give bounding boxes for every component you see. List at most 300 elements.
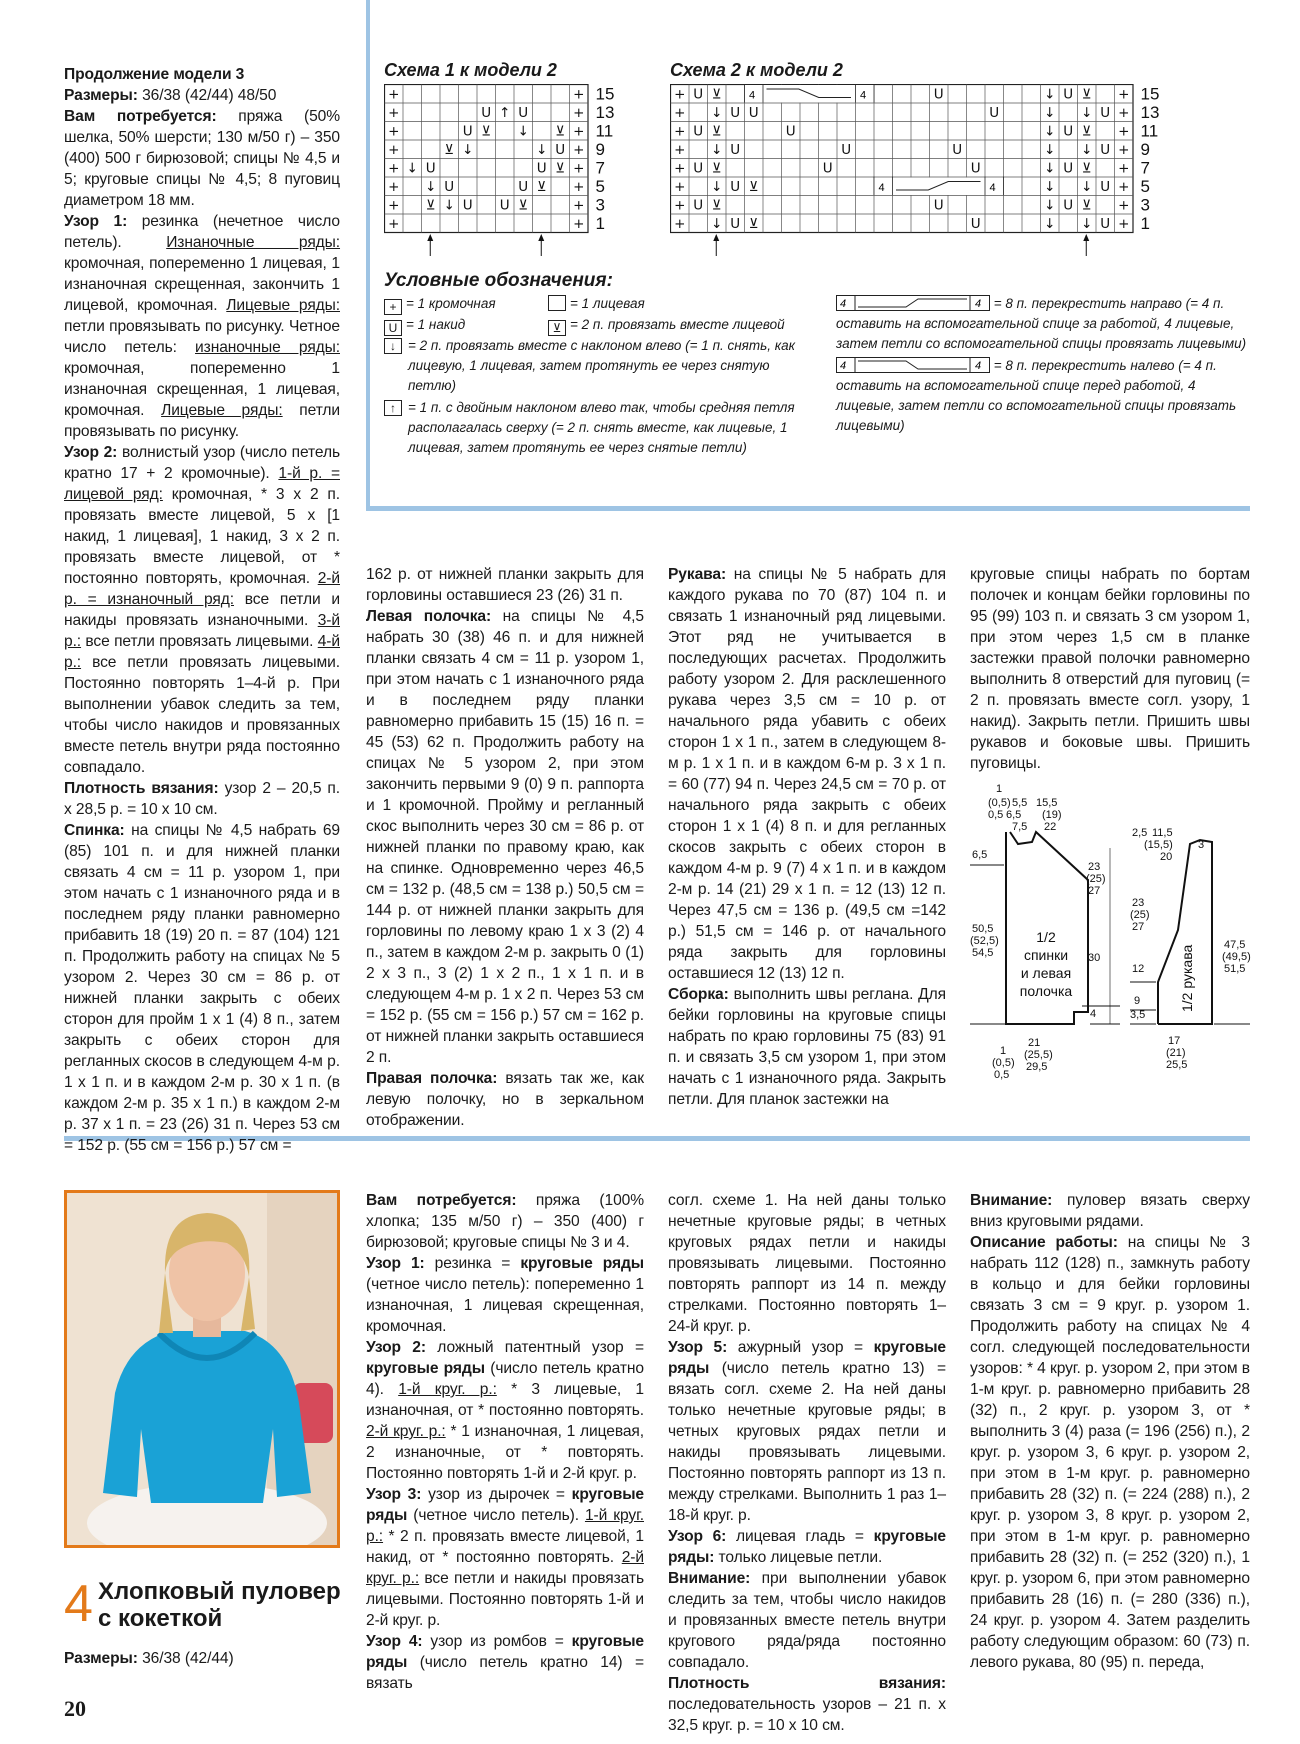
model-sizes: Размеры: 36/38 (42/44) bbox=[64, 1650, 234, 1667]
paragraph bbox=[64, 820, 340, 1156]
bold-heading: Вам потребуется: bbox=[64, 108, 217, 125]
stitch-symbol: + bbox=[388, 86, 400, 103]
svg-text:21: 21 bbox=[1028, 1037, 1041, 1049]
bold-heading: Сборка: bbox=[668, 986, 729, 1003]
paragraph bbox=[970, 564, 1250, 774]
text-run: ложный патентный узор = bbox=[425, 1339, 644, 1356]
stitch-symbol: ↓ bbox=[406, 160, 418, 177]
stitch-symbol: ⊻ bbox=[748, 179, 759, 195]
stitch-symbol: ⊻ bbox=[1081, 197, 1092, 214]
text-run: на спицы № 4,5 набрать 69 (85) 101 п. и для нижней планки связать 4 см = 11 р. узором 1, при этом начать с 1 изнаночного ряда и в последнем ряду планки равномерно прибавить 18 (19) 20 п. = 87 (104) 121 п. Продолжить работу на спицах № 5 узором 2. Через 30 см = 86 р. от нижней планки закрыть с обеих сторон для пройм 1 х 1 (4) 8 п., затем закрыть с обеих сторон для регланных скосов в следующем 4-м р. 1 х 1 п. и в каждом 2-м р. 30 х 1 п. (в каждом 2-м р. 35 х 1 п.) в каждом 2-м р. 37 х 1 п. = 23 (26) 31 п. Через 53 см = 152 р. (55 см = 156 р.) 57 см = bbox=[64, 822, 340, 1154]
text-run: все петли и накиды провязать лицевыми. Постоянно повторять 1-й и 2-й круг. р. bbox=[366, 1570, 644, 1629]
stitch-symbol: U bbox=[518, 179, 529, 195]
front-back-schematic bbox=[970, 780, 1130, 1080]
legend-title: Условные обозначения: bbox=[384, 270, 613, 291]
stitch-symbol: ↓ bbox=[425, 179, 437, 195]
svg-text:25,5: 25,5 bbox=[1166, 1059, 1188, 1071]
paragraph bbox=[64, 778, 340, 820]
bold-heading: Узор 6: bbox=[668, 1528, 727, 1545]
stitch-symbol: ↓ bbox=[1081, 105, 1093, 121]
stitch-symbol: U bbox=[1063, 197, 1074, 214]
text-run: петли провязывать по рисунку. Четное число петель: bbox=[64, 318, 340, 356]
cable-count: 4 bbox=[860, 89, 867, 102]
bold-heading: Вам потребуется: bbox=[366, 1192, 517, 1209]
text-run: круговые спицы набрать по бортам полочек и концам бейки горловины по 95 (99) 103 п. и связать 3 см узором 1, при этом через 1,5 см в планке застежки правой полочки равномерно выполнить 8 отверстий для пуговиц (= 2 п. провязать вместе согл. узору, 1 накид). Закрыть петли. Пришить швы рукавов и боковые швы. Пришить пуговицы. bbox=[970, 566, 1250, 772]
repeat-arrowhead bbox=[427, 234, 433, 241]
cable-count: 4 bbox=[989, 182, 996, 194]
row-number: 3 bbox=[1140, 195, 1150, 215]
bold-heading: Правая полочка: bbox=[366, 1070, 498, 1087]
text-run: ажурный узор = bbox=[727, 1339, 874, 1356]
stitch-symbol: ⊻ bbox=[444, 142, 455, 158]
stitch-symbol: U bbox=[785, 123, 796, 140]
stitch-symbol: U bbox=[989, 105, 1000, 121]
chart2-title: Схема 2 к модели 2 bbox=[670, 60, 843, 80]
stitch-symbol: ↓ bbox=[711, 179, 723, 195]
stitch-symbol: ↓ bbox=[517, 123, 529, 140]
stitch-symbol: ⊻ bbox=[518, 197, 529, 214]
stitch-symbol: + bbox=[1118, 142, 1130, 158]
svg-text:6,5: 6,5 bbox=[972, 849, 988, 861]
paragraph bbox=[366, 1190, 644, 1253]
row-number: 11 bbox=[595, 121, 614, 141]
stitch-symbol: ⊻ bbox=[711, 160, 722, 177]
stitch-symbol: + bbox=[1118, 197, 1130, 214]
legend-item-double-decrease: ↑ = 1 п. с двойным наклоном влево так, чтобы средняя петля располагалась сверху (= 2 п. снять вместе, как лицевые, 1 лицевая, затем протянуть ее через снятые петли) bbox=[384, 398, 804, 458]
row-number: 5 bbox=[1140, 177, 1150, 196]
text-run: петли провязывать по рисунку. bbox=[64, 402, 340, 440]
stitch-symbol: U bbox=[933, 86, 944, 103]
text-run: все петли провязать лицевыми. Постоянно повторять 1–4-й р. При выполнении убавок следить за тем, чтобы число накидов и провязанных вместе петель внутри ряда постоянно совпадало. bbox=[64, 654, 340, 776]
legend-item-yarnover: U = 1 накид bbox=[384, 315, 534, 336]
stitch-symbol: U bbox=[462, 197, 473, 214]
stitch-symbol: ↓ bbox=[1081, 142, 1093, 158]
paragraph bbox=[64, 442, 340, 778]
bold-heading: Узор 1: bbox=[64, 213, 128, 230]
svg-text:7,5: 7,5 bbox=[1012, 821, 1028, 833]
stitch-symbol: U bbox=[730, 105, 741, 121]
row-number: 9 bbox=[1140, 140, 1150, 159]
underlined-label: 1-й р. = лицевой ряд: bbox=[64, 465, 340, 503]
text-run: на спицы № 4,5 набрать 30 (38) 46 п. и для нижней планки связать 4 см = 11 р. узором 1, при этом начать с 1 изнаночного ряда и в последнем ряду планки равномерно прибавить 15 (15) 16 п. = 45 (53) 62 п. Продолжить работу на спицах № 5 узором 2, при этом закончить первыми 9 (0) 9 п. раппорта и 1 кромочной. Пройму и регланный скос выполнить через 30 см = 86 р. от нижней планки по правому краю, как на спинке. Одновременно через 46,5 см = 132 р. (48,5 см = 138 р.) 50,5 см = 144 р. от нижней планки закрыть для горловины по левому краю 1 х 3 (2) 4 п., затем в каждом 2-м р. закрыть 0 (1) 2 х 3 п., 3 (2) 1 х 2 п., 1 х 1 п. и в следующем 4-м р. 1 х 2 п. Через 53 см = 152 р. (55 см = 156 р.) 57 см = 162 р. от нижней планки закрыть оставшиеся 2 п. bbox=[366, 608, 644, 1066]
svg-text:2,5: 2,5 bbox=[1132, 827, 1148, 839]
bold-heading: Узор 3: bbox=[366, 1486, 422, 1503]
bold-heading: Описание работы: bbox=[970, 1234, 1118, 1251]
paragraph bbox=[366, 1068, 644, 1131]
text-run: волнистый узор (число петель кратно 17 + 2 кромочные). bbox=[64, 444, 340, 482]
cable-left-icon bbox=[836, 357, 990, 373]
text-run: выполнить швы реглана. Для бейки горловины на круговые спицы набрать по краю горловины 75 (83) 91 п. и связать 3,5 см узором 1, при этом начать с 1 изнаночного ряда. Закрыть петли. Для планок застежки на bbox=[668, 986, 946, 1108]
bold-heading: Левая полочка: bbox=[366, 608, 492, 625]
paragraph bbox=[366, 1253, 644, 1337]
stitch-symbol: U bbox=[1100, 105, 1111, 121]
yarnover-icon: U bbox=[384, 320, 402, 336]
paragraph bbox=[366, 1337, 644, 1484]
text-column-2-top bbox=[366, 564, 644, 1131]
stitch-symbol: ↓ bbox=[1081, 216, 1093, 232]
stitch-symbol: U bbox=[693, 86, 704, 103]
stitch-symbol: U bbox=[1063, 160, 1074, 177]
stitch-symbol: ↓ bbox=[1044, 216, 1056, 232]
legend-cable-right: 4 4 = 8 п. перекрестить направо (= 4 п. оставить на вспомогательной спице за работой, 4 лицевые, затем петли со вспомогательной спицы провязать лицевыми) bbox=[836, 296, 1247, 351]
stitch-symbol: ↓ bbox=[536, 142, 548, 158]
stitch-symbol: ↓ bbox=[711, 142, 723, 158]
svg-text:4: 4 bbox=[840, 298, 847, 310]
model-number: 4 bbox=[64, 1575, 93, 1633]
stitch-symbol: ⊻ bbox=[425, 197, 436, 214]
stitch-symbol: U bbox=[425, 160, 436, 177]
svg-text:полочка: полочка bbox=[1019, 983, 1073, 999]
stitch-symbol: U bbox=[693, 160, 704, 177]
stitch-symbol: + bbox=[674, 179, 686, 195]
stitch-symbol: ↓ bbox=[711, 105, 723, 121]
text-column-4-top bbox=[970, 564, 1250, 774]
legend-cables bbox=[836, 294, 1250, 436]
text-run: только лицевые петли. bbox=[714, 1549, 883, 1566]
svg-text:1/2: 1/2 bbox=[1036, 929, 1056, 945]
paragraph bbox=[970, 1190, 1250, 1232]
text-run: (число петель кратно 14) = вязать bbox=[366, 1654, 644, 1692]
underlined-label: 2-й круг. р.: bbox=[366, 1549, 644, 1587]
chart2-grid bbox=[670, 84, 1170, 284]
stitch-symbol: U bbox=[730, 142, 741, 158]
page-number: 20 bbox=[64, 1696, 86, 1721]
stitch-symbol: U bbox=[536, 160, 547, 177]
text-run: при выполнении убавок следить за тем, чтобы число накидов и провязанных вместе петель внутри кругового ряда/ряда постоянно совпадало. bbox=[668, 1570, 946, 1671]
row-number: 1 bbox=[1140, 214, 1150, 233]
text-run: кромочная, попеременно 1 изнаночная скрещенная, 1 лицевая, кромочная. bbox=[64, 360, 340, 419]
svg-text:9: 9 bbox=[1134, 995, 1141, 1007]
underlined-label: 1-й круг. р.: bbox=[366, 1507, 644, 1545]
text-run: кромочная, попеременно 1 лицевая, 1 изнаночная скрещенная, закончить 1 лицевой, кромочная. bbox=[64, 255, 340, 314]
underlined-label: 2-й круг. р.: bbox=[366, 1423, 446, 1440]
svg-text:22: 22 bbox=[1044, 821, 1057, 833]
bold-heading: круговые ряды bbox=[668, 1339, 946, 1377]
stitch-symbol: ↓ bbox=[1044, 86, 1056, 103]
underlined-label: 4-й р.: bbox=[64, 633, 340, 671]
svg-text:(21): (21) bbox=[1166, 1047, 1186, 1059]
stitch-symbol: ⊻ bbox=[1081, 86, 1092, 103]
text-run: (четное число петель): попеременно 1 изнаночная, 1 лицевая скрещенная, кромочная. bbox=[366, 1276, 644, 1335]
svg-text:(25): (25) bbox=[1130, 909, 1150, 921]
text-run: * 2 п. провязать вместе лицевой, 1 накид, от * постоянно повторять. bbox=[366, 1528, 644, 1566]
svg-text:4: 4 bbox=[975, 360, 982, 372]
svg-text:12: 12 bbox=[1132, 963, 1145, 975]
paragraph bbox=[668, 984, 946, 1110]
bold-heading: Узор 5: bbox=[668, 1339, 728, 1356]
stitch-symbol: ↓ bbox=[711, 216, 723, 232]
paragraph bbox=[668, 1337, 946, 1526]
stitch-symbol: ⊻ bbox=[1081, 123, 1092, 140]
text-run: на спицы № 3 набрать 112 (128) п., замкнуть работу в кольцо и для бейки горловины связать 3 см = 9 круг. р. узором 1. Продолжить работу на спицах № 4 согл. следующей последовательности узоров: * 4 круг. р. узором 2, при этом в 1-м круг. р. равномерно прибавить 28 (32) п., 2 круг. р. узором 3, от * выполнить 3 (4) раза (= 196 (256) п.), 2 круг. р. узором 3, 6 круг. р. узором 2, при этом в 1-м круг. р. равномерно прибавить 28 (32) п. (= 224 (288) п.), 2 круг. р. узором 3, 8 круг. р. узором 2, при этом в 1-м круг. р. равномерно прибавить 28 (32) п. (= 252 (320) п.), 1 круг. р. узором 6, при этом равномерно прибавить 28 (16) п. (= 280 (336) п.), 24 круг. р. узором 4. Затем разделить работу следующим образом: 60 (73) п. левого рукава, 80 (95) п. переда, bbox=[970, 1234, 1250, 1671]
stitch-symbol: + bbox=[674, 105, 686, 121]
stitch-symbol: U bbox=[481, 105, 492, 121]
stitch-symbol: U bbox=[933, 197, 944, 214]
bold-heading: Узор 2: bbox=[366, 1339, 426, 1356]
svg-text:(25,5): (25,5) bbox=[1024, 1049, 1053, 1061]
stitch-symbol: + bbox=[573, 105, 585, 121]
paragraph bbox=[366, 1631, 644, 1694]
stitch-symbol: U bbox=[1063, 123, 1074, 140]
stitch-symbol: ↑ bbox=[499, 105, 511, 121]
stitch-symbol: ⊻ bbox=[555, 123, 566, 140]
stitch-symbol: + bbox=[573, 86, 585, 103]
stitch-symbol: U bbox=[822, 160, 833, 177]
svg-text:20: 20 bbox=[1160, 851, 1173, 863]
svg-text:17: 17 bbox=[1168, 1035, 1181, 1047]
frame-vertical-rule bbox=[366, 0, 370, 510]
bold-heading: круговые ряды: bbox=[668, 1528, 946, 1566]
knit-stitch-icon bbox=[548, 295, 566, 311]
svg-text:0,5: 0,5 bbox=[994, 1069, 1010, 1080]
paragraph bbox=[668, 1568, 946, 1673]
stitch-symbol: U bbox=[1100, 216, 1111, 232]
paragraph bbox=[970, 1232, 1250, 1673]
legend-item-k2tog: ⊻ = 2 п. провязать вместе лицевой bbox=[548, 315, 785, 336]
stitch-symbol: U bbox=[693, 197, 704, 214]
underlined-label: 3-й р.: bbox=[64, 612, 340, 650]
stitch-symbol: + bbox=[1118, 160, 1130, 177]
text-column-2-bottom bbox=[366, 1190, 644, 1694]
stitch-symbol: + bbox=[674, 216, 686, 232]
text-run: все петли и накиды провязать изнаночными. bbox=[64, 591, 340, 629]
text-column-3-bottom bbox=[668, 1190, 946, 1736]
model-title: Хлопковый пуловер с кокеткой bbox=[98, 1578, 341, 1632]
stitch-symbol: ↓ bbox=[1044, 123, 1056, 140]
paragraph bbox=[64, 211, 340, 442]
stitch-symbol: ⊻ bbox=[555, 160, 566, 177]
text-run: все петли провязать лицевыми. bbox=[81, 633, 318, 650]
paragraph bbox=[668, 564, 946, 984]
paragraph bbox=[668, 1526, 946, 1568]
text-run: * 3 лицевые, 1 изнаночная, от * постоянно повторять. bbox=[366, 1381, 644, 1419]
text-run: кромочная, * 3 х 2 п. провязать вместе лицевой, 5 х [1 накид, 1 лицевая], 1 накид, 3 х 2 п. провязать вместе лицевой, от * постоянно повторять, кромочная. bbox=[64, 486, 340, 587]
bold-heading: круговые ряды bbox=[520, 1255, 644, 1272]
underlined-label: Лицевые ряды: bbox=[226, 297, 340, 314]
stitch-symbol: + bbox=[1118, 216, 1130, 232]
legend-item-edge: + = 1 кромочная bbox=[384, 294, 534, 315]
stitch-symbol: + bbox=[674, 86, 686, 103]
svg-text:0,5: 0,5 bbox=[988, 809, 1004, 821]
svg-text:11,5: 11,5 bbox=[1152, 827, 1173, 839]
row-number: 7 bbox=[1140, 158, 1150, 178]
svg-text:27: 27 bbox=[1088, 885, 1101, 897]
text-run: узор из ромбов = bbox=[422, 1633, 572, 1650]
svg-text:5,5: 5,5 bbox=[1012, 797, 1028, 809]
stitch-symbol: U bbox=[499, 197, 510, 214]
bold-heading: Узор 2: bbox=[64, 444, 118, 461]
cable-count: 4 bbox=[878, 182, 885, 194]
stitch-symbol: U bbox=[693, 123, 704, 140]
repeat-arrowhead bbox=[538, 234, 544, 241]
paragraph bbox=[366, 606, 644, 1068]
model-photo bbox=[64, 1190, 340, 1548]
svg-text:3,5: 3,5 bbox=[1130, 1009, 1146, 1021]
svg-text:29,5: 29,5 bbox=[1026, 1061, 1048, 1073]
svg-text:4: 4 bbox=[975, 298, 982, 310]
underlined-label: 1-й круг. р.: bbox=[398, 1381, 497, 1398]
svg-text:(49,5): (49,5) bbox=[1222, 951, 1251, 963]
svg-text:54,5: 54,5 bbox=[972, 947, 994, 959]
stitch-symbol: + bbox=[388, 123, 400, 140]
paragraph bbox=[64, 106, 340, 211]
paragraph bbox=[366, 564, 644, 606]
stitch-symbol: + bbox=[674, 123, 686, 140]
text-run: * 1 изнаночная, 1 лицевая, 2 изнаночные, от * повторять. Постоянно повторять 1-й и 2-й круг. р. bbox=[366, 1423, 644, 1482]
bold-heading: Продолжение модели 3 bbox=[64, 66, 245, 83]
svg-text:(0,5): (0,5) bbox=[992, 1057, 1015, 1069]
stitch-symbol: U bbox=[444, 179, 455, 195]
stitch-symbol: U bbox=[1063, 86, 1074, 103]
text-run: лицевая гладь = bbox=[726, 1528, 874, 1545]
row-number: 7 bbox=[595, 158, 605, 178]
svg-text:(0,5): (0,5) bbox=[988, 797, 1011, 809]
svg-text:и левая: и левая bbox=[1020, 965, 1072, 981]
text-run: последовательность узоров – 21 п. х 32,5 круг. р. = 10 х 10 см. bbox=[668, 1696, 946, 1734]
stitch-symbol: + bbox=[388, 216, 400, 232]
stitch-symbol: ↓ bbox=[1081, 179, 1093, 195]
stitch-symbol: ↓ bbox=[1044, 142, 1056, 158]
row-number: 9 bbox=[595, 140, 605, 159]
left-decrease-icon: ↓ bbox=[384, 338, 402, 354]
cable-count: 4 bbox=[749, 89, 756, 102]
text-run: 162 р. от нижней планки закрыть для горловины оставшиеся 23 (26) 31 п. bbox=[366, 566, 644, 604]
text-run: резинка (нечетное число петель). bbox=[64, 213, 340, 251]
stitch-symbol: ⊻ bbox=[748, 216, 759, 232]
svg-text:51,5: 51,5 bbox=[1224, 963, 1246, 975]
row-number: 13 bbox=[595, 103, 615, 122]
stitch-symbol: U bbox=[462, 123, 473, 140]
stitch-symbol: U bbox=[518, 105, 529, 121]
legend-item-knit: = 1 лицевая bbox=[548, 294, 645, 315]
svg-text:1/2 рукава: 1/2 рукава bbox=[1179, 944, 1195, 1012]
text-run: вязать так же, как левую полочку, но в зеркальном отображении. bbox=[366, 1070, 644, 1129]
stitch-symbol: + bbox=[573, 216, 585, 232]
cable-block bbox=[874, 178, 1004, 196]
k2tog-icon: ⊻ bbox=[548, 320, 566, 336]
stitch-symbol: + bbox=[1118, 105, 1130, 121]
underlined-label: Изнаночные ряды: bbox=[166, 234, 341, 251]
paragraph bbox=[668, 1190, 946, 1337]
text-column-1-top bbox=[64, 64, 340, 1156]
row-number: 11 bbox=[1140, 121, 1159, 141]
stitch-symbol: + bbox=[388, 197, 400, 214]
chart1-grid bbox=[384, 84, 624, 284]
svg-text:27: 27 bbox=[1132, 921, 1145, 933]
svg-text:30: 30 bbox=[1088, 952, 1101, 964]
text-run: (число петель кратно 4). bbox=[366, 1360, 644, 1398]
paragraph bbox=[64, 85, 340, 106]
stitch-symbol: ↓ bbox=[1044, 179, 1056, 195]
svg-text:(25): (25) bbox=[1086, 873, 1106, 885]
stitch-symbol: ⊻ bbox=[711, 123, 722, 140]
stitch-symbol: U bbox=[748, 105, 759, 121]
stitch-symbol: U bbox=[970, 216, 981, 232]
bold-heading: Рукава: bbox=[668, 566, 727, 583]
sleeve-schematic bbox=[1130, 820, 1260, 1080]
stitch-symbol: + bbox=[674, 197, 686, 214]
paragraph bbox=[668, 1673, 946, 1736]
stitch-symbol: + bbox=[573, 160, 585, 177]
svg-text:23: 23 bbox=[1088, 861, 1101, 873]
stitch-symbol: + bbox=[388, 105, 400, 121]
bold-heading: круговые ряды bbox=[366, 1486, 644, 1524]
repeat-arrowhead bbox=[1083, 234, 1089, 241]
text-run: (число петель кратно 13) = вязать согл. схеме 2. На ней даны только нечетные круговые ряды; в четных круговых рядах петли и накиды провязывать лицевыми. Постоянно повторять раппорт из 13 п. между стрелками. Выполнить 1 раз 1–18-й круг. р. bbox=[668, 1360, 946, 1524]
bold-heading: Плотность вязания: bbox=[64, 780, 219, 797]
stitch-symbol: U bbox=[1100, 179, 1111, 195]
legend-item-ssk: ↓ = 2 п. провязать вместе с наклоном влево (= 1 п. снять, как лицевую, 1 лицевая, затем протянуть ее через снятую петлю) bbox=[384, 336, 804, 396]
bold-heading: Узор 1: bbox=[366, 1255, 425, 1272]
text-column-3-top bbox=[668, 564, 946, 1110]
svg-text:50,5: 50,5 bbox=[972, 923, 994, 935]
bold-heading: Узор 4: bbox=[366, 1633, 423, 1650]
svg-text:4: 4 bbox=[1090, 1008, 1097, 1020]
stitch-symbol: + bbox=[573, 197, 585, 214]
row-number: 13 bbox=[1140, 103, 1160, 122]
repeat-arrowhead bbox=[713, 234, 719, 241]
bold-heading: Плотность вязания: bbox=[668, 1675, 946, 1692]
model-photo-image bbox=[67, 1193, 340, 1548]
underlined-label: изнаночные ряды: bbox=[195, 339, 340, 356]
stitch-symbol: ↓ bbox=[443, 197, 455, 214]
text-run: узор 2 – 20,5 п. х 28,5 р. = 10 х 10 см. bbox=[64, 780, 340, 818]
text-run: резинка = bbox=[424, 1255, 521, 1272]
text-run: пряжа (100% хлопка; 135 м/50 г) – 350 (400) г бирюзовой; круговые спицы № 3 и 4. bbox=[366, 1192, 644, 1251]
svg-text:(52,5): (52,5) bbox=[970, 935, 999, 947]
stitch-symbol: U bbox=[952, 142, 963, 158]
svg-text:(15,5): (15,5) bbox=[1144, 839, 1173, 851]
text-run: узор из дырочек = bbox=[421, 1486, 572, 1503]
double-decrease-icon: ↑ bbox=[384, 400, 402, 416]
stitch-symbol: U bbox=[555, 142, 566, 158]
stitch-symbol: ↓ bbox=[462, 142, 474, 158]
text-run: (четное число петель). bbox=[407, 1507, 585, 1524]
stitch-symbol: U bbox=[730, 179, 741, 195]
stitch-symbol: ↓ bbox=[1044, 105, 1056, 121]
text-run: согл. схеме 1. На ней даны только нечетные круговые ряды; в четных круговых рядах петли и накиды провязывать лицевыми. Постоянно повторять раппорт из 14 п. между стрелками. Постоянно повторять 1–24-й круг. р. bbox=[668, 1192, 946, 1335]
stitch-symbol: U bbox=[841, 142, 852, 158]
svg-text:1: 1 bbox=[996, 783, 1003, 795]
legend-list bbox=[384, 294, 804, 458]
row-number: 1 bbox=[595, 214, 605, 233]
text-run: пряжа (50% шелка, 50% шерсти; 130 м/50 г) – 350 (400) 500 г бирюзовой; спицы № 4,5 и 5; круговые спицы № 4,5; 8 пуговиц диаметром 18 мм. bbox=[64, 108, 340, 209]
row-number: 15 bbox=[595, 84, 615, 104]
chart1-title: Схема 1 к модели 2 bbox=[384, 60, 557, 80]
svg-text:(19): (19) bbox=[1042, 809, 1062, 821]
cable-right-icon bbox=[836, 295, 990, 311]
paragraph bbox=[64, 64, 340, 85]
stitch-symbol: ⊻ bbox=[536, 179, 547, 195]
stitch-symbol: U bbox=[1100, 142, 1111, 158]
svg-text:47,5: 47,5 bbox=[1224, 939, 1246, 951]
svg-text:3: 3 bbox=[1198, 839, 1205, 851]
svg-text:спинки: спинки bbox=[1023, 947, 1069, 963]
text-column-4-bottom bbox=[970, 1190, 1250, 1673]
text-run: пуловер вязать сверху вниз круговыми рядами. bbox=[970, 1192, 1250, 1230]
legend-cable-left: 4 4 = 8 п. перекрестить налево (= 4 п. оставить на вспомогательной спице перед работой, 4 лицевые, затем петли со вспомогательной спицы провязать лицевыми) bbox=[836, 358, 1237, 433]
bold-heading: круговые ряды bbox=[366, 1633, 644, 1671]
bold-heading: Размеры: bbox=[64, 87, 138, 104]
stitch-symbol: + bbox=[388, 179, 400, 195]
stitch-symbol: ↓ bbox=[1044, 197, 1056, 214]
text-run: на спицы № 5 набрать для каждого рукава по 70 (87) 104 п. и связать 1 изнаночный ряд лицевыми. Этот ряд не учитывается в последующих расчетах. Продолжить работу узором 2. Для расклешенного рукава через 3,5 см = 10 р. от начального ряда убавить с обеих сторон 1 х 1 п., затем в следующем 8-м р. 1 х 1 п. и в каждом 6-м р. 3 х 1 п. = 60 (77) 94 п. Через 24,5 см = 70 р. от начального ряда закрыть с обеих сторон 1 х 1 (4) 8 п. и для регланных скосов закрыть с обеих сторон в каждом 4-м р. 9 (7) 4 х 1 п. и в каждом 2-м р. 14 (21) 29 х 1 п. = 12 (13) 12 п. Через 47,5 см = 136 р. (49,5 см =142 р.) 51,5 см = 146 р. от начального ряда закрыть для горловины оставшиеся 12 (13) 12 п. bbox=[668, 566, 946, 982]
svg-text:6,5: 6,5 bbox=[1006, 809, 1022, 821]
stitch-symbol: + bbox=[674, 142, 686, 158]
svg-text:1: 1 bbox=[1000, 1045, 1007, 1057]
svg-text:15,5: 15,5 bbox=[1036, 797, 1058, 809]
text-run: 36/38 (42/44) 48/50 bbox=[137, 87, 277, 104]
